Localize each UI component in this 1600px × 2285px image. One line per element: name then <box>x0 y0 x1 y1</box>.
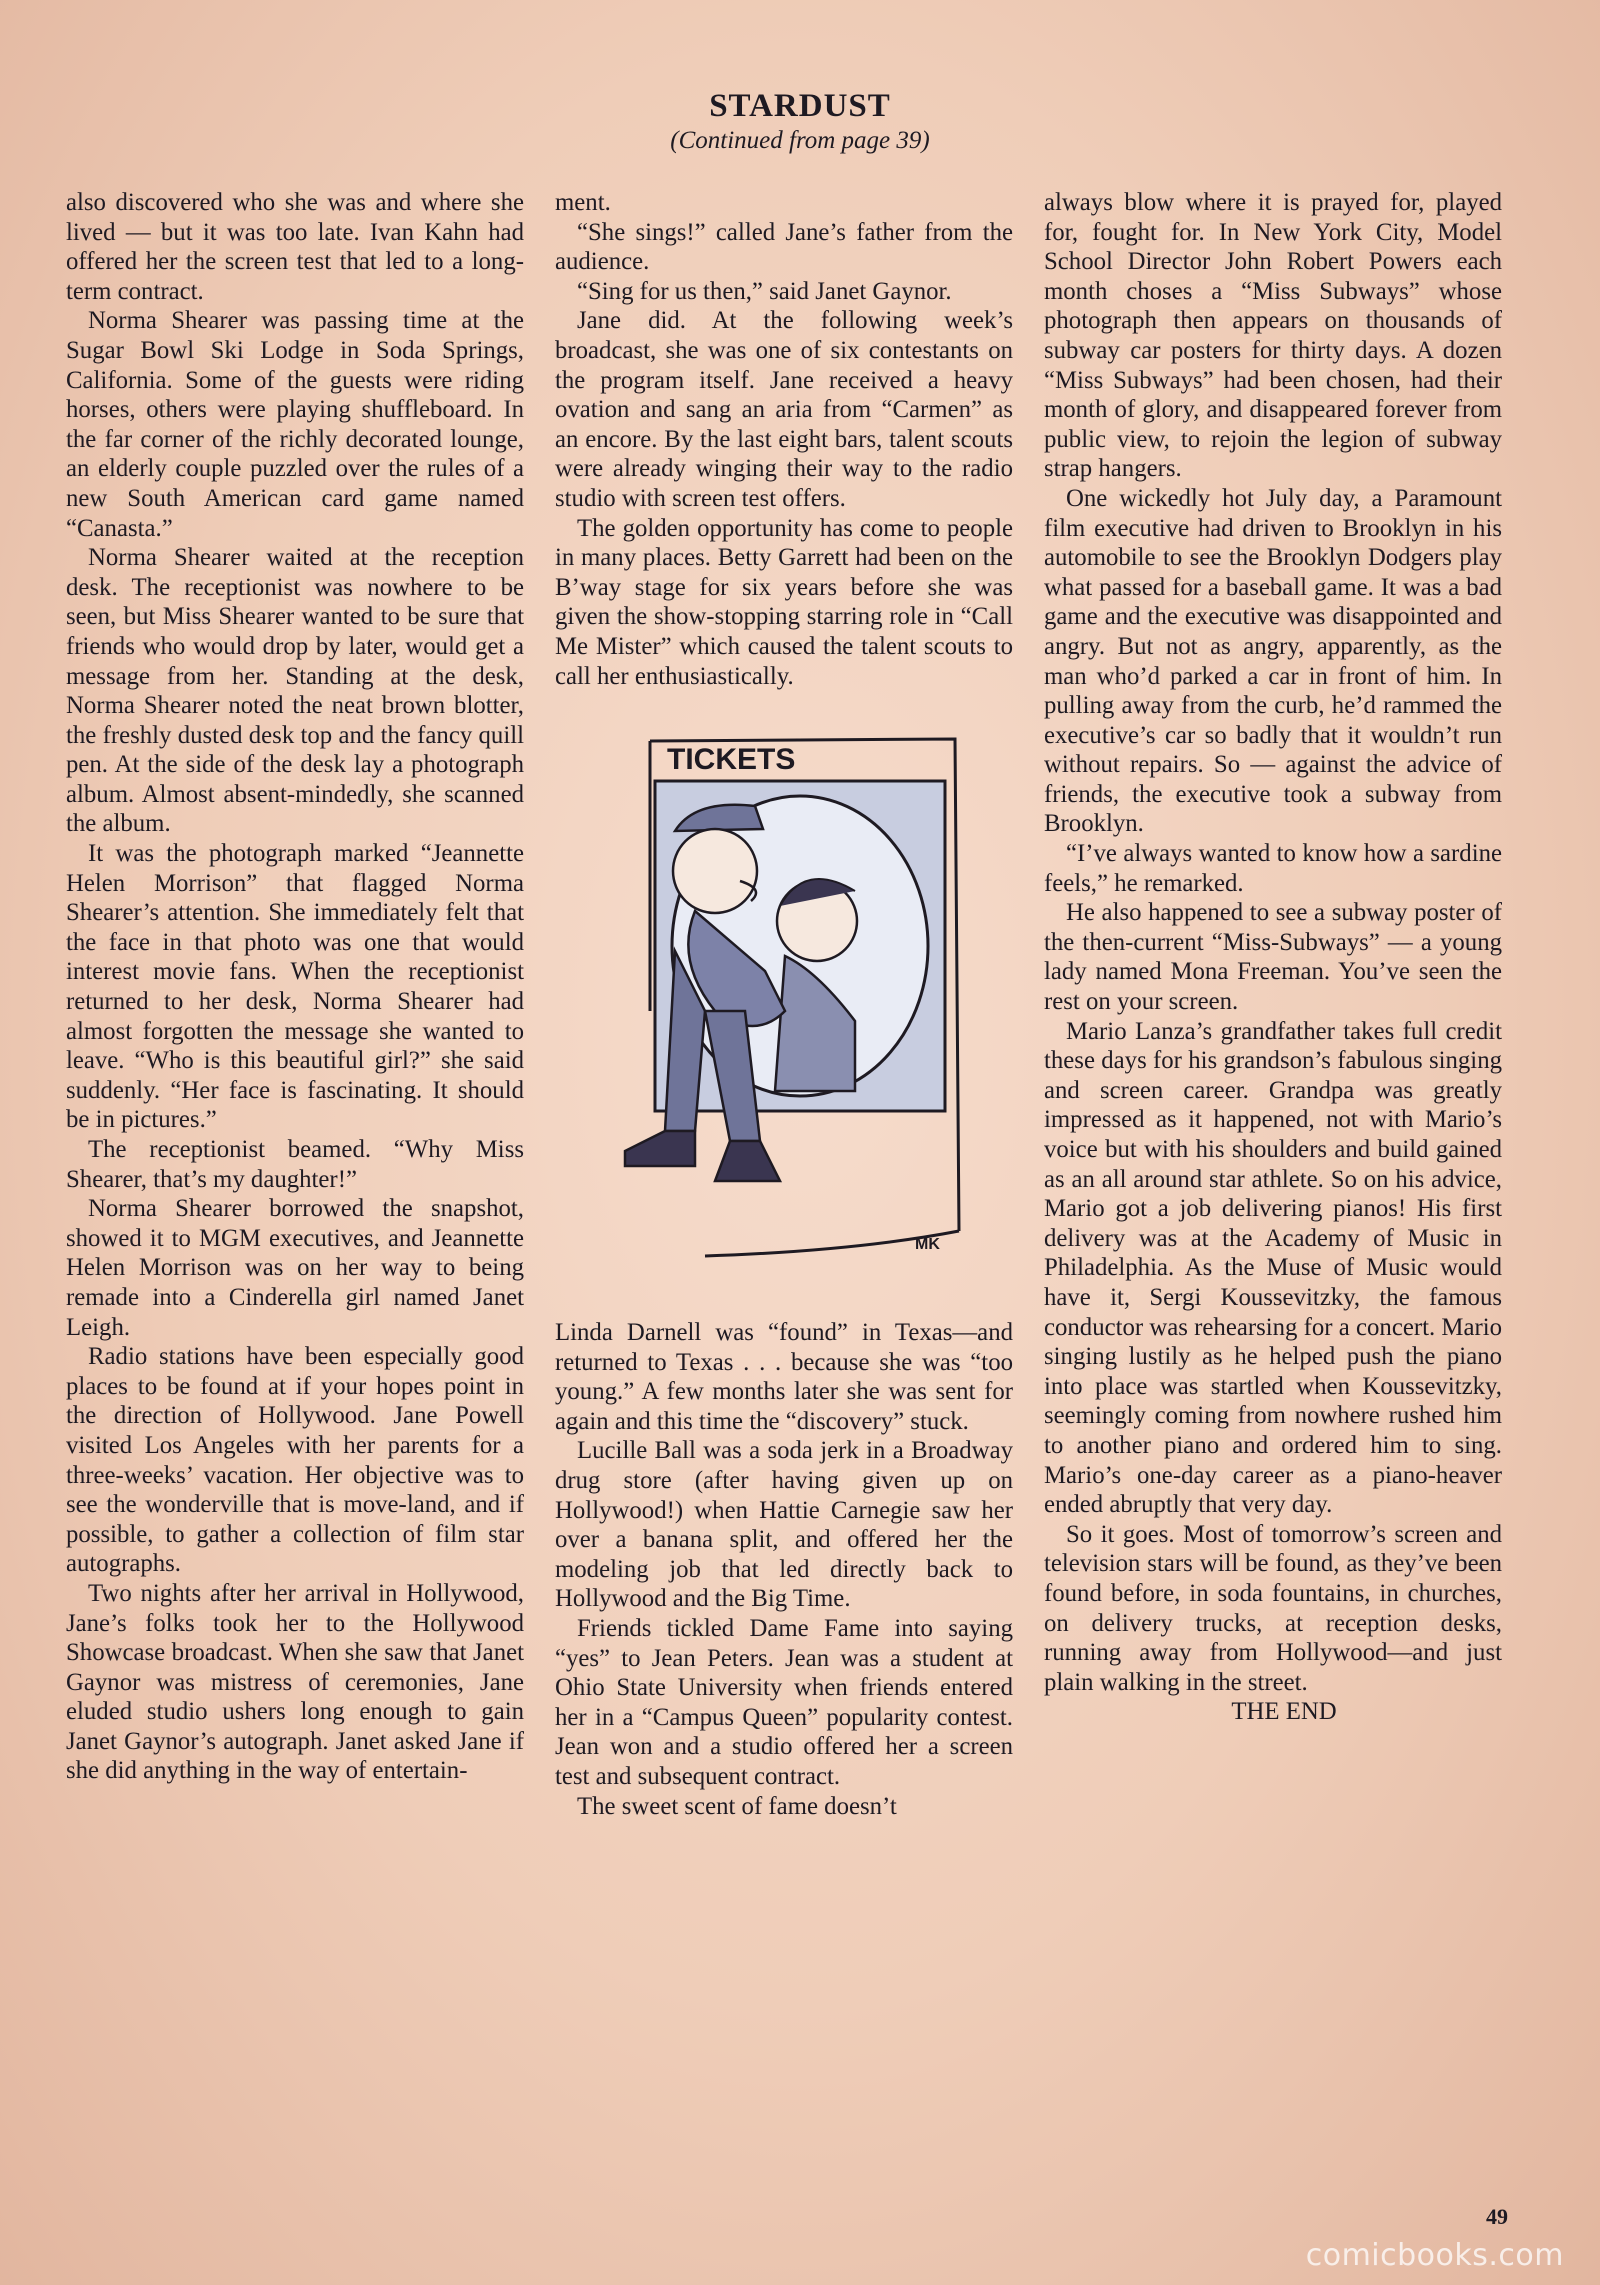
paragraph: It was the photograph marked “Jeannette Helen Morrison” that flagged Norma Shearer’s attention. She immediately felt that the face in that photo was one that would interest movie fans. When the receptionist returned to her desk, Norma Shearer had almost forgotten the message she wanted to leave. “Who is this beautiful girl?” she said suddenly. “Her face is fascinating. It should be in pictures.” <box>66 840 524 1134</box>
paragraph: Friends tickled Dame Fame into saying “yes” to Jean Peters. Jean was a student at Ohio State University when friends entered her in a “Campus Queen” popularity contest. Jean won and a studio offered her a screen test and subsequent contract. <box>555 1615 1013 1790</box>
paragraph: Lucille Ball was a soda jerk in a Broadway drug store (after having given up on Hollywood!) when Hattie Carnegie saw her over a banana split, and offered her the modeling job that led directly back to Hollywood and the Big Time. <box>555 1437 1013 1613</box>
continued-note: (Continued from page 39) <box>670 127 930 154</box>
page-number: 49 <box>1486 2204 1508 2229</box>
paragraph: Two nights after her arrival in Hollywood, Jane’s folks took her to the Hollywood Showcase broadcast. When she saw that Janet Gaynor was mistress of ceremonies, Jane eluded studio ushers long enough to gain Janet Gaynor’s autograph. Janet asked Jane if she did anything in the way of entertain- <box>66 1579 524 1785</box>
paragraph: Jane did. At the following week’s broadcast, she was one of six contestants on the program itself. Jane received a heavy ovation and sang an aria from “Carmen” as an encore. By the last eight bars, talent scouts were already winging their way to the radio studio with screen test offers. <box>555 307 1013 512</box>
page-header <box>0 88 1600 155</box>
paragraph: “Sing for us then,” said Janet Gaynor. <box>577 277 952 305</box>
paragraph: Linda Darnell was “found” in Texas—and returned to Texas . . . because she was “too young.” A few months later she was sent for again and this time the “discovery” stuck. <box>555 1319 1013 1435</box>
paragraph: He also happened to see a subway poster of the then-current “Miss-Subways” — a young lady named Mona Freeman. You’ve seen the rest on your screen. <box>1044 899 1502 1016</box>
paragraph: The golden opportunity has come to people in many places. Betty Garrett had been on the B’way stage for six years before she was given the show-stopping starring role in “Call Me Mister” which caused the talent scouts to call her enthusiastically. <box>555 514 1013 690</box>
the-end-label: THE END <box>1231 1698 1337 1726</box>
paragraph: also discovered who she was and where she lived — but it was too late. Ivan Kahn had offered her the screen test that led to a long-term contract. <box>66 189 524 305</box>
paragraph: So it goes. Most of tomorrow’s screen and television stars will be found, as they’ve been found before, in soda fountains, in churches, on delivery trucks, at reception desks, running away from Hollywood—and just plain walking in the street. <box>1044 1520 1502 1696</box>
paragraph: The receptionist beamed. “Why Miss Shearer, that’s my daughter!” <box>66 1136 524 1193</box>
paragraph: always blow where it is prayed for, played for, fought for. In New York City, Model School Director John Robert Powers each month choses a “Miss Subways” whose photograph then appears on thousands of subway car posters for thirty days. A dozen “Miss Subways” had been chosen, had their month of glory, and disappeared forever from public view, to rejoin the legion of subway strap hangers. <box>1044 189 1502 483</box>
ticket-booth-cartoon <box>555 711 1013 1296</box>
paragraph: One wickedly hot July day, a Paramount film executive had driven to Brooklyn in his automobile to see the Brooklyn Dodgers play what passed for a baseball game. It was a bad game and the executive was disappointed and angry. But not as angry, apparently, as the man who’d parked a car in front of him. In pulling away from the curb, he’d rammed the executive’s car so badly that it wouldn’t run without repairs. So — against the advice of friends, the executive took a subway from Brooklyn. <box>1044 484 1502 838</box>
paragraph: ment. <box>555 189 611 216</box>
paragraph: Radio stations have been especially good places to be found at if your hopes point in the direction of Hollywood. Jane Powell visited Los Angeles with her parents for a three-weeks’ vacation. Her objective was to see the wonderville that is move-land, and if possible, to gather a collection of film star autographs. <box>66 1343 524 1578</box>
artist-signature: MK <box>915 1236 940 1254</box>
paragraph: “I’ve always wanted to know how a sardine feels,” he remarked. <box>1044 840 1502 897</box>
article-title: STARDUST <box>709 88 891 124</box>
paragraph: Norma Shearer borrowed the snapshot, showed it to MGM executives, and Jeannette Helen Morrison was on her way to being remade into a Cinderella girl named Janet Leigh. <box>66 1195 524 1341</box>
text-column-3 <box>1044 188 1502 2178</box>
paragraph: “She sings!” called Jane’s father from the audience. <box>555 218 1013 276</box>
tickets-sign: TICKETS <box>667 743 796 777</box>
paragraph: Mario Lanza’s grandfather takes full credit these days for his grandson’s fabulous singing and screen career. Grandpa was greatly impressed as it happened, not with Mario’s voice but with his shoulders and build gained as an all around star athlete. So on his advice, Mario got a job delivering pianos! His first delivery was at the Academy of Music in Philadelphia. As the Muse of Music would have it, Sergi Koussevitzky, the famous conductor was rehearsing for a concert. Mario singing lustily as he helped push the piano into place was startled when Koussevitzky, seemingly coming from nowhere rushed him to another piano and ordered him to sing. Mario’s one-day career as a piano-heaver ended abruptly that very day. <box>1044 1017 1502 1519</box>
text-column-2 <box>555 188 1013 2178</box>
paragraph: Norma Shearer was passing time at the Sugar Bowl Ski Lodge in Soda Springs, California. Some of the guests were riding horses, others were playing shuffleboard. In the far corner of the richly decorated lounge, an elderly couple puzzled over the rules of a new South American card game named “Canasta.” <box>66 307 524 542</box>
paragraph: The sweet scent of fame doesn’t <box>577 1792 897 1820</box>
source-watermark: comicbooks.com <box>1305 2238 1564 2273</box>
paragraph: Norma Shearer waited at the reception desk. The receptionist was nowhere to be seen, but Miss Shearer wanted to be sure that friends who would drop by later, would get a message from her. Standing at the desk, Norma Shearer noted the neat brown blotter, the freshly dusted desk top and the fancy quill pen. At the side of the desk lay a photograph album. Almost absent-mindedly, she scanned the album. <box>66 544 524 838</box>
text-column-1 <box>66 188 524 2178</box>
cartoon-illustration <box>555 711 1013 1296</box>
